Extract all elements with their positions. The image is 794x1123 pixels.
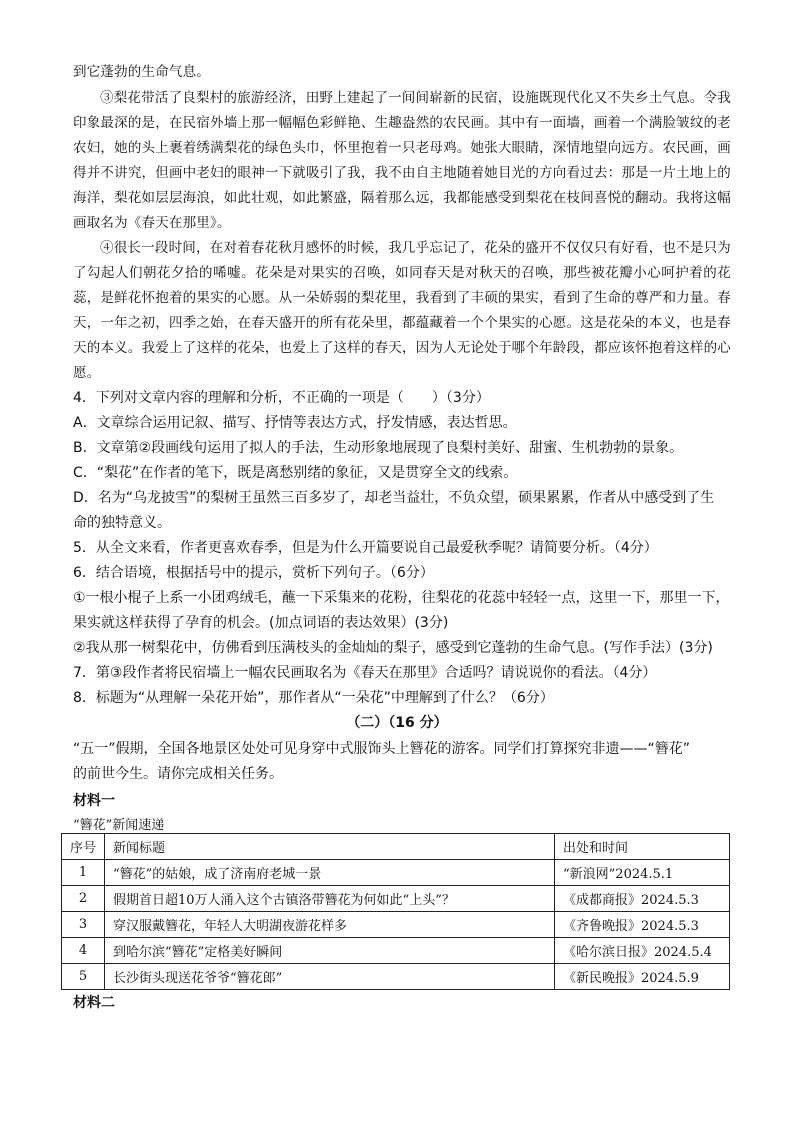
row-number: 1	[62, 860, 105, 886]
passage-paragraph-3: ③梨花带活了良梨村的旅游经济，田野上建起了一间间崭新的民宿，设施既现代化又不失乡土气息。令我印象最深的是，在民宿外墙上那一幅幅色彩鲜艳、生趣盎然的农民画。其中有一面墙，画着一个满脸皱纹的老农妇，她的头上裹着绣满梨花的绿色头巾，怀里抱着一只老母鸡。她张大眼睛，深情地望向远方。农民画，画得并不讲究，但画中老妇的眼神一下就吸引了我，我不由自主地随着她目光的方向看过去：那是一片土地上的海洋，梨花如层层海浪，如此壮观，如此繁盛，隔着那么远，我都能感受到梨花在枝间喜悦的翻动。我将这幅画取名为《春天在那里》。	[73, 90, 731, 231]
row-source: “新浪网”2024.5.1	[555, 860, 730, 886]
row-title: 到哈尔滨“簪花”定格美好瞬间	[105, 938, 555, 964]
row-title: 穿汉服戴簪花，年轻人大明湖夜游花样多	[105, 912, 555, 938]
question-4-option-c: C．“梨花”在作者的笔下，既是离愁别绪的象征，又是贯穿全文的线索。	[73, 465, 518, 481]
row-title: 假期首日超10万人涌入这个古镇洛带簪花为何如此“上头”？	[105, 886, 555, 912]
row-number: 3	[62, 912, 105, 938]
question-8: 8．标题为“从理解一朵花开始”，那作者从“一朵花”中理解到了什么？（6分）	[73, 690, 554, 706]
question-6: 6．结合语境，根据括号中的提示，赏析下列句子。（6分）	[73, 565, 434, 581]
question-5: 5．从全文来看，作者更喜欢春季，但是为什么开篇要说自己最爱秋季呢？请简要分析。（4分）	[73, 540, 658, 556]
row-number: 4	[62, 938, 105, 964]
table-row	[62, 938, 730, 964]
question-4: 4．下列对文章内容的理解和分析，不正确的一项是（ ）（3分）	[73, 390, 490, 406]
section-2-title: （二）（16 分）	[346, 715, 448, 731]
news-table-caption: “簪花”新闻速递	[73, 818, 165, 833]
row-source: 《哈尔滨日报》2024.5.4	[555, 938, 730, 964]
question-6-item-2: ②我从那一树梨花中，仿佛看到压满枝头的金灿灿的梨子，感受到它蓬勃的生命气息。(写作手法）(3分)	[73, 640, 713, 656]
question-4-option-b: B．文章第②段画线句运用了拟人的手法，生动形象地展现了良梨村美好、甜蜜、生机勃勃的景象。	[73, 440, 684, 456]
question-4-option-d-line2: 命的独特意义。	[73, 515, 171, 531]
table-row	[62, 912, 730, 938]
section-2-intro-line2: 的前世今生。请你完成相关任务。	[73, 766, 283, 782]
material-2-label: 材料二	[73, 995, 115, 1011]
column-header-number: 序号	[62, 834, 105, 860]
column-header-source: 出处和时间	[555, 834, 730, 860]
table-header-row	[62, 834, 730, 860]
row-title: “簪花”的姑娘，成了济南府老城一景	[105, 860, 555, 886]
passage-line-0: 到它蓬勃的生命气息。	[73, 64, 210, 80]
row-source: 《齐鲁晚报》2024.5.3	[555, 912, 730, 938]
row-source: 《成都商报》2024.5.3	[555, 886, 730, 912]
question-6-item-1-line1: ①一根小棍子上系一小团鸡绒毛，蘸一下采集来的花粉，往梨花的花蕊中轻轻一点，这里一下，那里一下，	[73, 590, 730, 606]
material-1-label: 材料一	[73, 793, 115, 809]
question-4-option-a: A．文章综合运用记叙、描写、抒情等表达方式，抒发情感，表达哲思。	[73, 415, 517, 431]
question-6-item-1-line2: 果实就这样获得了孕育的机会。(加点词语的表达效果）(3分)	[73, 615, 449, 631]
table-row	[62, 886, 730, 912]
row-number: 5	[62, 964, 105, 990]
passage-paragraph-4: ④很长一段时间，在对着春花秋月感怀的时候，我几乎忘记了，花朵的盛开不仅仅只有好看，也不是只为了勾起人们朝花夕拾的唏嘘。花朵是对果实的召唤，如同春天是对秋天的召唤，那些被花瓣小心呵护着的花蕊，是鲜花怀抱着的果实的心愿。从一朵娇弱的梨花里，我看到了丰硕的果实，看到了生命的尊严和力量。春天，一年之初，四季之始，在春天盛开的所有花朵里，都蕴藏着一个个果实的心愿。这是花朵的本义，也是春天的本义。我爱上了这样的花朵，也爱上了这样的春天，因为人无论处于哪个年龄段，都应该怀抱着这样的心愿。	[73, 240, 731, 381]
question-4-option-d-line1: D．名为“乌龙披雪”的梨树王虽然三百多岁了，却老当益壮，不负众望，硕果累累，作者从中感受到了生	[73, 490, 715, 506]
column-header-title: 新闻标题	[105, 834, 555, 860]
question-7: 7．第③段作者将民宿墙上一幅农民画取名为《春天在那里》合适吗？请说说你的看法。（4分）	[73, 665, 657, 681]
news-table	[61, 833, 730, 990]
table-row	[62, 964, 730, 990]
row-source: 《新民晚报》2024.5.9	[555, 964, 730, 990]
section-2-intro-line1: “五一”假期，全国各地景区处处可见身穿中式服饰头上簪花的游客。同学们打算探究非遗——“簪花”	[73, 741, 691, 757]
row-title: 长沙街头现送花爷爷“簪花郎”	[105, 964, 555, 990]
row-number: 2	[62, 886, 105, 912]
table-row	[62, 860, 730, 886]
